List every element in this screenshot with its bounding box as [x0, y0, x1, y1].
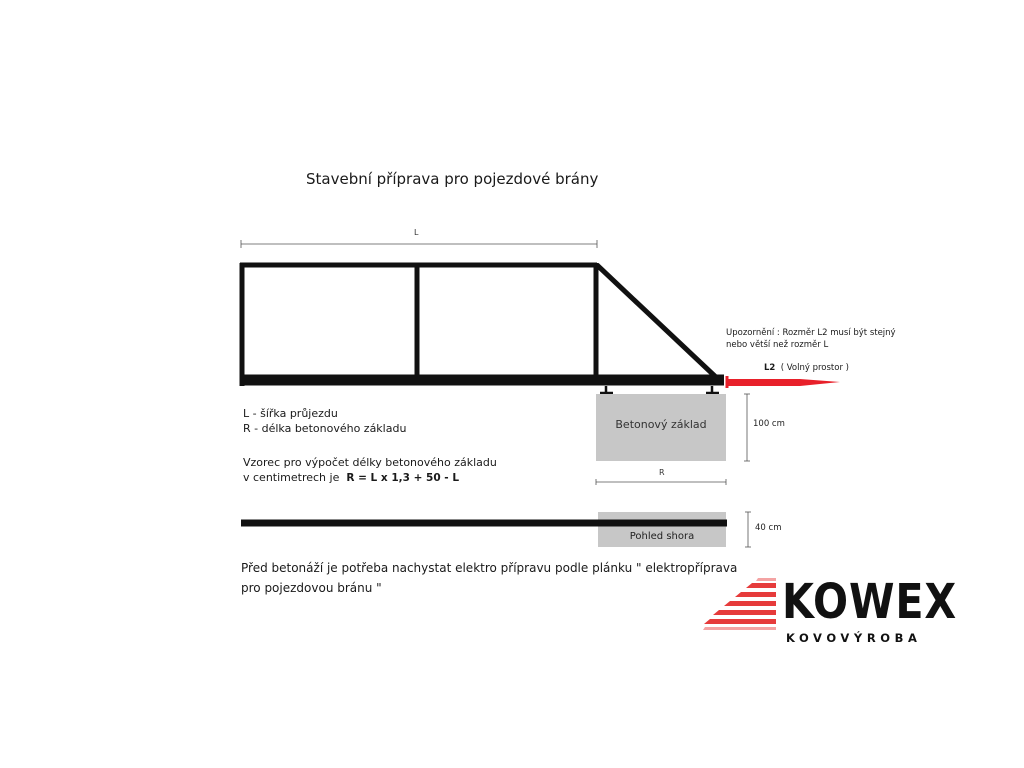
concrete-base-label: Betonový základ — [615, 418, 707, 431]
height-100-label: 100 cm — [753, 419, 785, 429]
page-title: Stavební příprava pro pojezdové brány — [306, 170, 599, 188]
legend-r: R - délka betonového základu — [243, 422, 407, 435]
l2-name: L2 — [764, 363, 776, 373]
warning-text: Upozornění : Rozměr L2 musí být stejný nebo větší než rozměr L — [726, 328, 896, 350]
l2-arrow — [727, 376, 840, 388]
dim-label-R: R — [659, 468, 665, 477]
gate-frame — [240, 263, 724, 386]
dimension-L — [241, 240, 597, 248]
formula — [243, 455, 503, 486]
electro-note: Před betonáží je potřeba nachystat elektro přípravu podle plánku " elektropříprava pro pojezdovou bránu " — [241, 561, 738, 595]
height-40-label: 40 cm — [755, 523, 782, 533]
l2-desc: ( Volný prostor ) — [780, 363, 849, 373]
legend — [243, 406, 406, 436]
dimension-40cm — [745, 512, 751, 547]
dimension-R — [596, 479, 726, 485]
dim-label-L: L — [414, 228, 419, 237]
dimension-100cm — [744, 394, 750, 461]
formula-text: Vzorec pro výpočet délky betonového základu v centimetrech je — [243, 456, 497, 484]
top-view-label: Pohled shora — [629, 531, 695, 542]
formula-expr: R = L x 1,3 + 50 - L — [346, 472, 460, 484]
logo-subtitle: KOVOVÝROBA — [786, 631, 922, 645]
logo-wordmark: KOWEX — [782, 574, 958, 630]
gate-wheels — [600, 386, 719, 393]
l2-label — [764, 363, 849, 373]
legend-l: L - šířka průjezdu — [243, 407, 338, 420]
